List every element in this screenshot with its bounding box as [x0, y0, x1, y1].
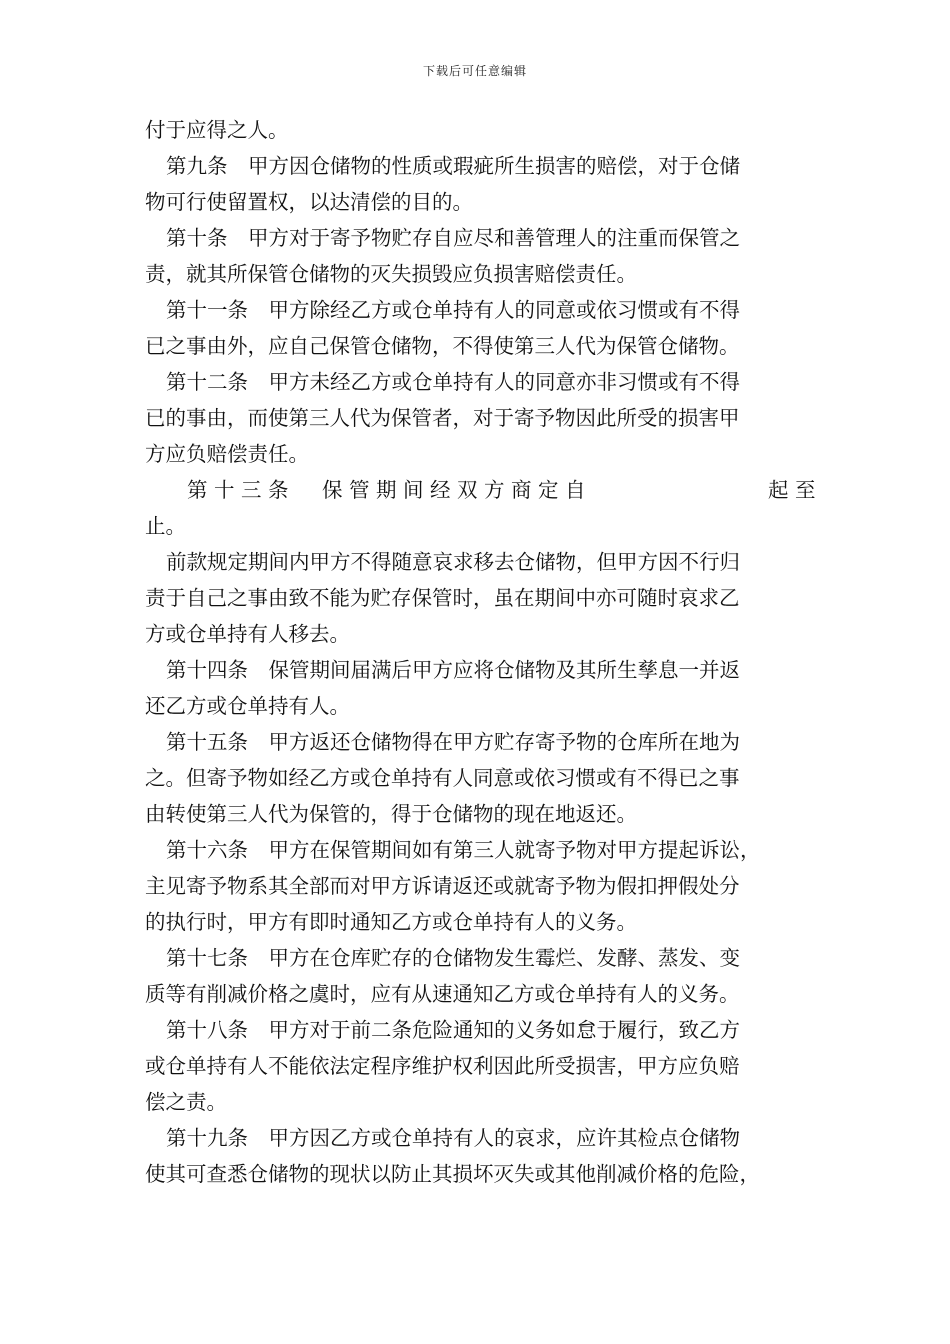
article-13-end: 起至	[768, 478, 822, 502]
article-13-para-2-line-2: 责于自己之事由致不能为贮存保管时，虽在期间中亦可随时哀求乙	[145, 586, 740, 610]
article-16-line-1: 第十六条 甲方在保管期间如有第三人就寄予物对甲方提起诉讼，	[166, 838, 761, 862]
article-14-line-1: 第十四条 保管期间届满后甲方应将仓储物及其所生孳息一并返	[166, 658, 740, 682]
article-19-line-2: 使其可查悉仓储物的现状以防止其损坏灭失或其他削减价格的危险，	[145, 1162, 760, 1186]
article-10-line-1: 第十条 甲方对于寄予物贮存自应尽和善管理人的注重而保管之	[166, 226, 740, 250]
article-13-line-2: 止。	[145, 514, 186, 538]
article-15-line-2: 之。但寄予物如经乙方或仓单持有人同意或依习惯或有不得已之事	[145, 766, 740, 790]
article-14-line-2: 还乙方或仓单持有人。	[145, 694, 350, 718]
page-header: 下载后可任意编辑	[422, 64, 527, 78]
article-16-line-2: 主见寄予物系其全部而对甲方诉请返还或就寄予物为假扣押假处分	[145, 874, 740, 898]
article-12-line-2: 已的事由，而使第三人代为保管者，对于寄予物因此所受的损害甲	[145, 406, 740, 430]
article-9-line-2: 物可行使留置权，以达清偿的目的。	[145, 190, 473, 214]
article-19-line-1: 第十九条 甲方因乙方或仓单持有人的哀求，应许其检点仓储物	[166, 1126, 740, 1150]
article-13-para-2-line-3: 方或仓单持有人移去。	[145, 622, 350, 646]
article-18-line-3: 偿之责。	[145, 1090, 227, 1114]
article-18-line-2: 或仓单持有人不能依法定程序维护权利因此所受损害，甲方应负赔	[145, 1054, 740, 1078]
article-11-line-2: 已之事由外，应自己保管仓储物，不得使第三人代为保管仓储物。	[145, 334, 740, 358]
article-9-line-1: 第九条 甲方因仓储物的性质或瑕疵所生损害的赔偿，对于仓储	[166, 154, 740, 178]
article-12-line-3: 方应负赔偿责任。	[145, 442, 309, 466]
article-15-line-1: 第十五条 甲方返还仓储物得在甲方贮存寄予物的仓库所在地为	[166, 730, 740, 754]
article-13-line-1	[145, 472, 822, 508]
article-12-line-1: 第十二条 甲方未经乙方或仓单持有人的同意亦非习惯或有不得	[166, 370, 740, 394]
article-13-start: 第十三条 保管期间经双方商定自	[187, 478, 592, 502]
article-11-line-1: 第十一条 甲方除经乙方或仓单持有人的同意或依习惯或有不得	[166, 298, 740, 322]
article-16-line-3: 的执行时，甲方有即时通知乙方或仓单持有人的义务。	[145, 910, 637, 934]
article-10-line-2: 责，就其所保管仓储物的灭失损毁应负损害赔偿责任。	[145, 262, 637, 286]
article-15-line-3: 由转使第三人代为保管的，得于仓储物的现在地返还。	[145, 802, 637, 826]
document-body	[145, 112, 822, 1192]
article-17-line-1: 第十七条 甲方在仓库贮存的仓储物发生霉烂、发酵、蒸发、变	[166, 946, 740, 970]
article-13-para-2-line-1: 前款规定期间内甲方不得随意哀求移去仓储物，但甲方因不行归	[166, 550, 740, 574]
article-17-line-2: 质等有削减价格之虞时，应有从速通知乙方或仓单持有人的义务。	[145, 982, 740, 1006]
text-line: 付于应得之人。	[145, 118, 289, 142]
article-18-line-1: 第十八条 甲方对于前二条危险通知的义务如怠于履行，致乙方	[166, 1018, 740, 1042]
